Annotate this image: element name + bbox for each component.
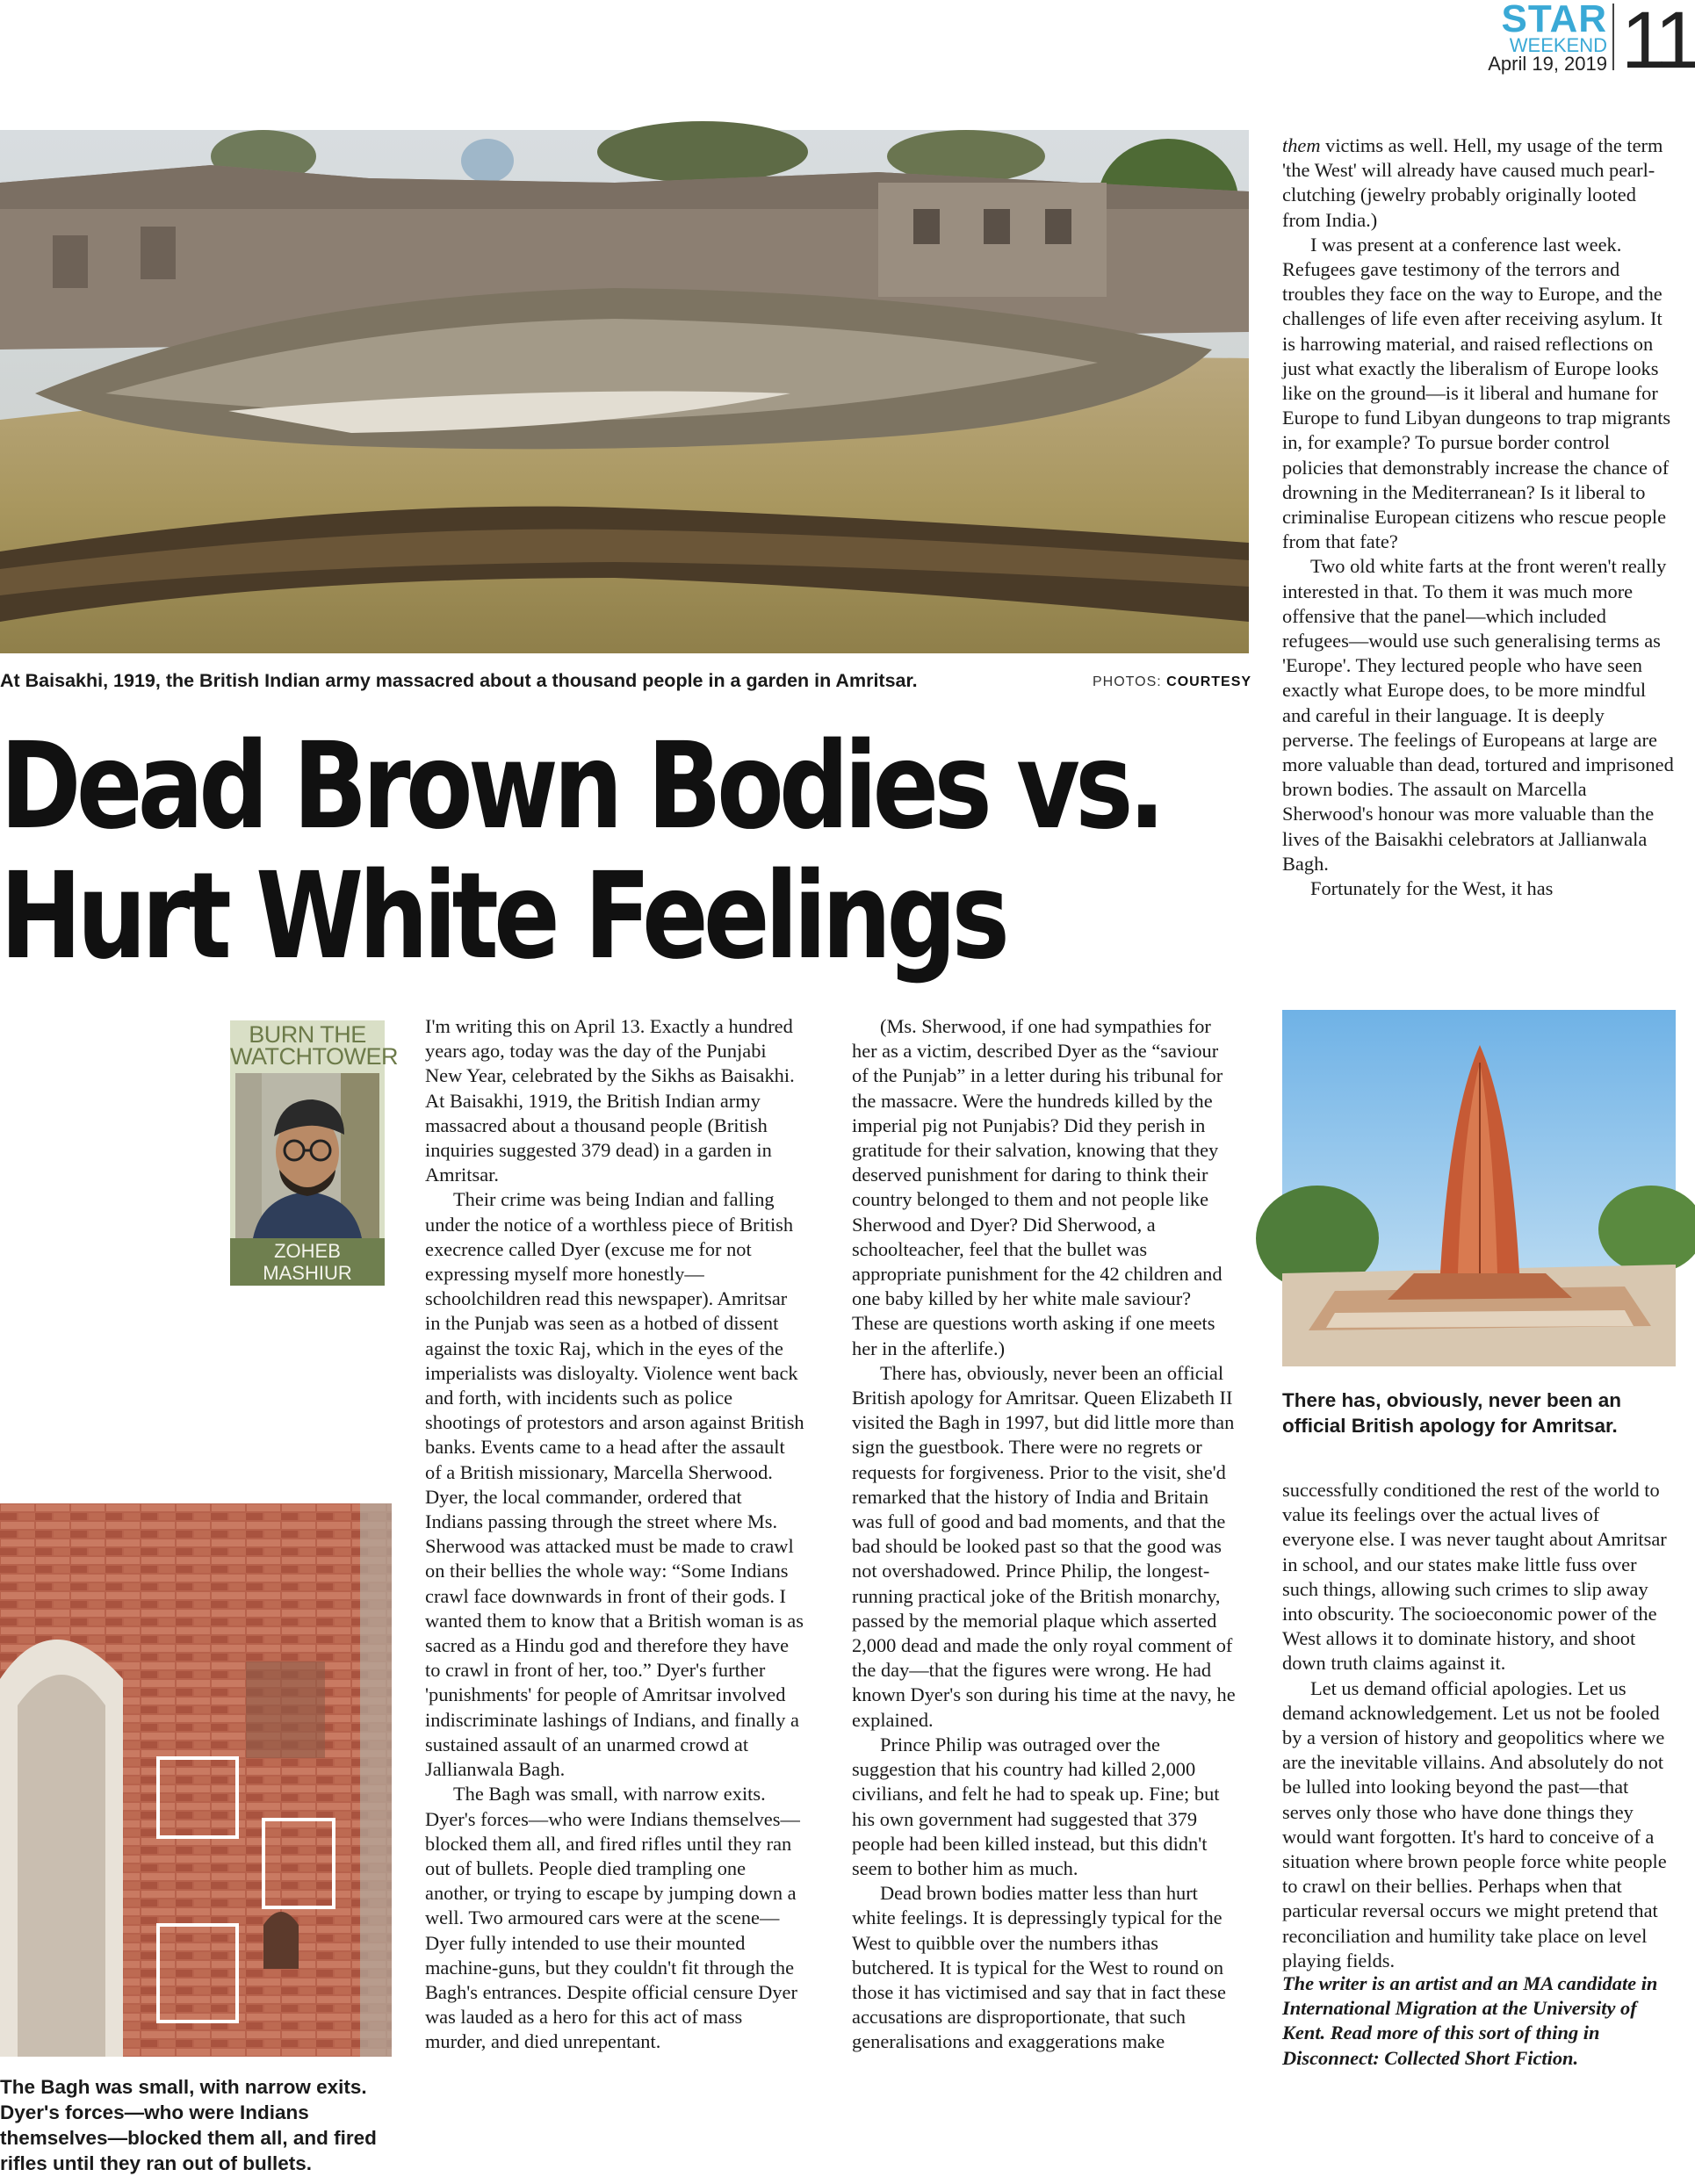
- author-line-1: ZOHEB: [274, 1240, 341, 1262]
- col3-lead-text: victims as well. Hell, my usage of the term 'the West' will already have caused much pearl-clutching (jewelry probably originally looted from India.): [1282, 134, 1663, 231]
- series-line-2: WATCHTOWER: [230, 1043, 398, 1070]
- col3-lead-italic: them: [1282, 134, 1321, 156]
- brick-wall-photo: [0, 1503, 392, 2057]
- col2-paragraph: (Ms. Sherwood, if one had sympathies for her as a victim, described Dyer as the “saviour of the Punjab” in a letter during his tribunal for the massacre. Were the hundreds killed by the imperial pig not Punjabis? Did they perish in gratitude for their salvation, knowing that they deserved punishment for daring to think their country belonged to them and not people like Sherwood and Dyer? Did Sherwood, a schoolteacher, feel that the bullet was appropriate punishment for the 42 children and one baby killed by her white male saviour? These are questions worth asking if one meets her in the afterlife.): [852, 1015, 1223, 1359]
- memorial-photo-caption: There has, obviously, never been an official British apology for Amritsar.: [1282, 1389, 1621, 1437]
- massacre-photo: [0, 130, 1249, 653]
- photo-credit-name: COURTESY: [1166, 674, 1252, 689]
- col2-paragraph: There has, obviously, never been an official British apology for Amritsar. Queen Elizabeth II visited the Bagh in 1997, but did little more than sign the guestbook. There were no regrets or requests for forgiveness. Prior to the visit, she'd remarked that the history of India and Britain was full of good and bad moments, and that the bad should be looked past so that the good was not overshadowed. Prince Philip, the longest-running practical joke of the British monarchy, passed by the memorial plaque which asserted 2,000 dead and made the only royal comment of the day—that the figures were wrong. He had known Dyer's son during his time at the navy, he explained.: [852, 1361, 1236, 1731]
- article-column-3-top: [1282, 133, 1676, 901]
- headline: [0, 717, 1161, 986]
- col2-paragraph: Dead brown bodies matter less than hurt white feelings. It is depressingly typical for the West to quibble over the numbers ithas butchered. It is typical for the West to round on those it has victimised and say that in fact these accusations are disproportionate, that such generalisations and exaggerations make: [852, 1882, 1226, 2053]
- photo-credit-label: PHOTOS:: [1093, 674, 1162, 689]
- headline-line-2: Hurt White Feelings: [0, 847, 1006, 986]
- author-bio: [1282, 1971, 1676, 2071]
- masthead-star: STAR: [1501, 0, 1607, 40]
- article-column-1: [425, 1014, 804, 2055]
- column-series-title: [230, 1021, 398, 1070]
- masthead-divider: [1612, 4, 1614, 70]
- col2-paragraph: Prince Philip was outraged over the suggestion that his country had killed 2,000 civilians, and felt he had to speak up. Fine; but his own government had suggested that 379 people had been killed instead, but this didn't seem to bother him as much.: [852, 1733, 1220, 1879]
- col3-paragraph: Fortunately for the West, it has: [1310, 877, 1554, 900]
- photo-credit: [1093, 674, 1251, 690]
- col3-paragraph: Two old white farts at the front weren't really interested in that. To them it was much more offensive that the panel—which included refugees—would use such generalising terms as 'Europe'. They lectured people who have seen exactly what Europe does, to be more mindful and careful in their language. It is deeply perverse. The feelings of Europeans at large are more valuable than dead, tortured and imprisoned brown bodies. The assault on Marcella Sherwood's honour was more valuable than the lives of the Baisakhi celebrators at Jallianwala Bagh.: [1282, 555, 1674, 875]
- author-photo: [235, 1073, 379, 1238]
- series-line-1: BURN THE: [249, 1021, 366, 1048]
- col3-paragraph: I was present at a conference last week. Refugees gave testimony of the terrors and troubles they face on the way to Europe, and the challenges of life even after receiving asylum. It is harrowing material, and raised reflections on just what exactly the liberalism of Europe looks like on the ground—is it liberal and humane for Europe to fund Libyan dungeons to trap migrants in, for example? To pursue border control policies that demonstrably increase the chance of drowning in the Mediterranean? Is it liberal to criminalise European citizens who rescue people from that fate?: [1282, 233, 1671, 553]
- top-photo-caption: At Baisakhi, 1919, the British Indian army massacred about a thousand people in a garden in Amritsar.: [0, 670, 918, 691]
- col3b-paragraph: Let us demand official apologies. Let us demand acknowledgement. Let us not be fooled by a version of history and geopolitics where we are the inevitable villains. And absolutely do not be lulled into looking beyond the past—that serves only those who have done things they would want forgotten. It's hard to conceive of a situation where brown people force white people to crawl on their bellies. Perhaps when that particular reversal occurs we might pretend that reconciliation and humility take place on level playing fields.: [1282, 1676, 1667, 1971]
- col1-paragraph: Their crime was being Indian and falling under the notice of a worthless piece of British execrence called Dyer (excuse me for not expressing myself more honestly—schoolchildren read this newspaper). Amritsar in the Punjab was seen as a hotbed of dissent against the toxic Raj, which in the eyes of the imperialists was disloyalty. Violence went back and forth, with incidents such as police shootings of protestors and arson against British banks. Events came to a head after the assault of a British missionary, Marcella Sherwood. Dyer, the local commander, ordered that Indians passing through the street where Ms. Sherwood was attacked must be made to crawl on their bellies the whole way: “Some Indians crawl face downwards in front of their gods. I wanted them to know that a British woman is as sacred as a Hindu god and therefore they have to crawl in front of her, too.” Dyer's further 'punishments' for people of Amritsar involved indiscriminate lashings of Indians, and finally a sustained assault of an unarmed crowd at Jallianwala Bagh.: [425, 1188, 804, 1781]
- col3b-paragraph: successfully conditioned the rest of the world to value its feelings over the actual lives of everyone else. I was never taught about Amritsar in school, and our states make little fuss over such things, allowing such crimes to slip away into obscurity. The socioeconomic power of the West allows it to dominate history, and shoot down truth claims against it.: [1282, 1479, 1667, 1675]
- column-badge: [230, 1020, 398, 1286]
- author-bio-text: The writer is an artist and an MA candidate in International Migration at the University of Kent. Read more of this sort of thing in Disconnect: Collected Short Fiction.: [1282, 1972, 1658, 2069]
- wall-photo-caption: The Bagh was small, with narrow exits. Dyer's forces—who were Indians themselves—blocked them all, and fired rifles until they ran out of bullets.: [0, 2076, 377, 2174]
- col1-paragraph: I'm writing this on April 13. Exactly a hundred years ago, today was the day of the Punjabi New Year, celebrated by the Sikhs as Baisakhi. At Baisakhi, 1919, the British Indian army massacred about a thousand people (British inquiries suggested 379 dead) in a garden in Amritsar.: [425, 1015, 795, 1186]
- col3-lead-paragraph: [1282, 133, 1676, 233]
- author-name: [230, 1238, 385, 1286]
- headline-line-1: Dead Brown Bodies vs.: [0, 717, 1161, 856]
- author-line-2: MASHIUR: [263, 1262, 352, 1284]
- article-column-3-bottom: [1282, 1478, 1676, 1973]
- issue-date: April 19, 2019: [1488, 53, 1607, 75]
- memorial-photo: [1282, 1010, 1676, 1366]
- page-number: 11: [1621, 0, 1695, 85]
- col1-paragraph: The Bagh was small, with narrow exits. Dyer's forces—who were Indians themselves—blocked them all, and fired rifles until they ran out of bullets. People died trampling one another, or trying to escape by jumping down a well. Two armoured cars were at the scene—Dyer fully intended to use their mounted machine-guns, but they couldn't fit through the Bagh's entrances. Despite official censure Dyer was lauded as a hero for this act of mass murder, and died unrepentant.: [425, 1783, 800, 2053]
- article-column-2: [852, 1014, 1238, 2055]
- masthead-weekend: WEEKEND: [1509, 34, 1607, 56]
